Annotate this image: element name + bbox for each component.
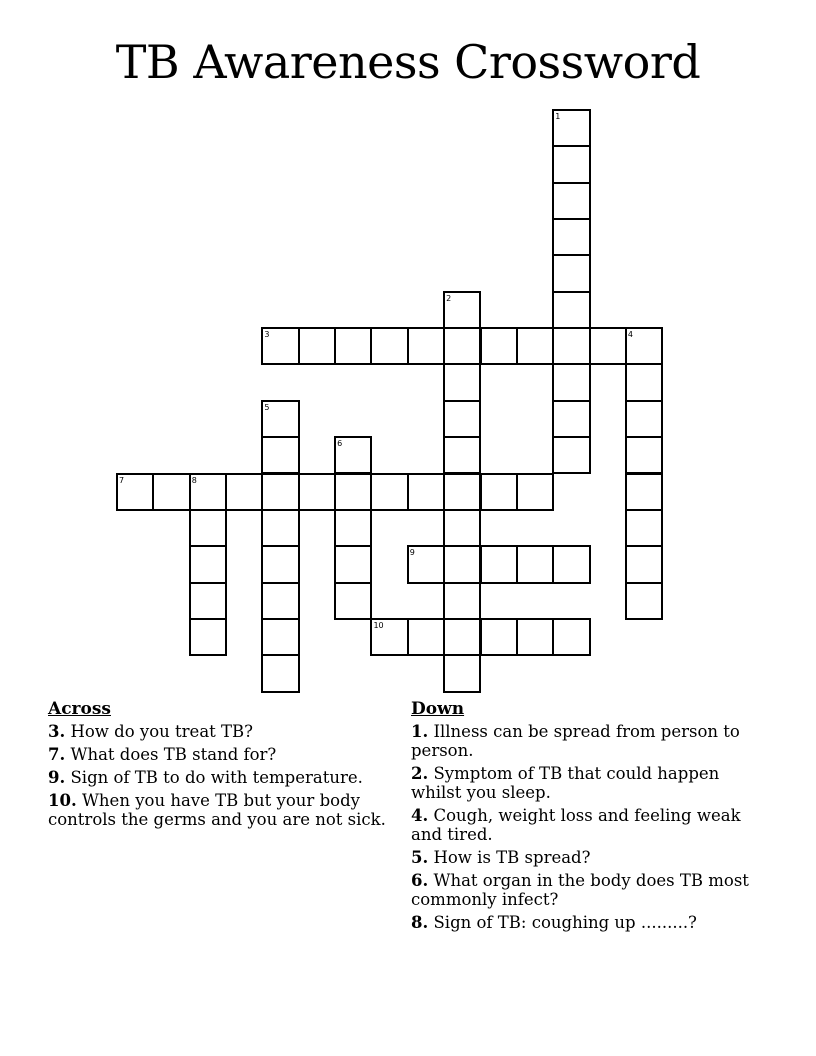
grid-cell[interactable] [261, 327, 299, 365]
grid-cell[interactable] [370, 618, 408, 656]
down-clues [411, 700, 761, 936]
grid-cell[interactable] [443, 618, 481, 656]
grid-cell[interactable] [552, 145, 590, 183]
grid-cell[interactable] [189, 509, 227, 547]
grid-cell[interactable] [189, 618, 227, 656]
cell-number: 1 [555, 112, 561, 121]
cell-number: 9 [409, 548, 415, 558]
grid-cell[interactable] [261, 618, 299, 656]
clue-item [48, 745, 408, 764]
grid-cell[interactable] [370, 327, 408, 365]
grid-cell[interactable] [407, 545, 445, 583]
clue-item [48, 791, 408, 829]
grid-cell[interactable] [552, 400, 590, 438]
grid-cell[interactable] [443, 400, 481, 438]
grid-cell[interactable] [516, 473, 554, 511]
clue-item [48, 722, 408, 741]
clue-text: What organ in the body does TB most commonly infect? [411, 871, 749, 909]
grid-cell[interactable] [443, 327, 481, 365]
cell-number: 7 [119, 475, 125, 485]
cell-number: 2 [446, 293, 452, 303]
cell-number: 8 [191, 475, 197, 485]
grid-cell[interactable] [552, 363, 590, 401]
clue-text: How is TB spread? [433, 848, 591, 867]
clue-item [411, 871, 761, 909]
page-title: TB Awareness Crossword [115, 35, 701, 89]
grid-cell[interactable] [261, 400, 299, 438]
across-clues [48, 700, 408, 833]
clue-number: 7. [48, 745, 66, 764]
clue-item [411, 848, 761, 867]
grid-cell[interactable] [225, 473, 263, 511]
grid-cell[interactable] [589, 327, 627, 365]
grid-cell[interactable] [443, 473, 481, 511]
grid-cell[interactable] [625, 436, 663, 474]
grid-cell[interactable] [552, 291, 590, 329]
grid-cell[interactable] [407, 473, 445, 511]
grid-cell[interactable] [443, 545, 481, 583]
clue-text: Sign of TB to do with temperature. [70, 768, 363, 787]
grid-cell[interactable] [552, 218, 590, 256]
clue-number: 6. [411, 871, 429, 890]
clue-number: 1. [411, 722, 429, 741]
grid-cell[interactable] [552, 545, 590, 583]
grid-cell[interactable] [480, 327, 518, 365]
grid-cell[interactable] [552, 182, 590, 220]
grid-cell[interactable] [625, 509, 663, 547]
clue-text: Cough, weight loss and feeling weak and tired. [411, 806, 741, 844]
grid-cell[interactable] [189, 545, 227, 583]
grid-cell[interactable] [443, 436, 481, 474]
clue-text: What does TB stand for? [70, 745, 277, 764]
clue-number: 2. [411, 764, 429, 783]
grid-cell[interactable] [625, 400, 663, 438]
clue-item [411, 722, 761, 760]
clue-item [48, 768, 408, 787]
grid-cell[interactable] [443, 363, 481, 401]
clue-item [411, 913, 761, 932]
cell-number: 4 [627, 330, 633, 340]
clue-text: Sign of TB: coughing up .........? [433, 913, 697, 932]
grid-cell[interactable] [480, 618, 518, 656]
grid-cell[interactable] [480, 545, 518, 583]
grid-cell[interactable] [516, 327, 554, 365]
grid-cell[interactable] [334, 473, 372, 511]
grid-cell[interactable] [443, 291, 481, 329]
clue-number: 9. [48, 768, 66, 787]
grid-cell[interactable] [443, 582, 481, 620]
cell-number: 5 [264, 402, 270, 412]
grid-cell[interactable] [625, 327, 663, 365]
cell-number: 3 [264, 330, 270, 340]
grid-cell[interactable] [516, 618, 554, 656]
grid-cell[interactable] [298, 473, 336, 511]
grid-cell[interactable] [334, 582, 372, 620]
grid-cell[interactable] [625, 473, 663, 511]
down-heading: Down [411, 699, 465, 719]
grid-cell[interactable] [116, 473, 154, 511]
grid-cell[interactable] [516, 545, 554, 583]
clue-text: Illness can be spread from person to person. [411, 722, 740, 760]
grid-cell[interactable] [189, 582, 227, 620]
grid-cell[interactable] [152, 473, 190, 511]
clue-text: When you have TB but your body controls the germs and you are not sick. [48, 791, 386, 829]
grid-cell[interactable] [261, 436, 299, 474]
clue-text: Symptom of TB that could happen whilst you sleep. [411, 764, 720, 802]
cell-number: 6 [337, 439, 343, 449]
grid-cell[interactable] [298, 327, 336, 365]
grid-cell[interactable] [334, 327, 372, 365]
grid-cell[interactable] [552, 618, 590, 656]
clue-number: 4. [411, 806, 429, 825]
grid-cell[interactable] [552, 254, 590, 292]
grid-cell[interactable] [334, 545, 372, 583]
grid-cell[interactable] [370, 473, 408, 511]
clue-number: 3. [48, 722, 66, 741]
grid-cell[interactable] [480, 473, 518, 511]
grid-cell[interactable] [407, 618, 445, 656]
cell-number: 10 [373, 620, 384, 630]
grid-cell[interactable] [443, 509, 481, 547]
clue-text: How do you treat TB? [70, 722, 254, 741]
grid-cell[interactable] [334, 509, 372, 547]
grid-cell[interactable] [189, 473, 227, 511]
grid-cell[interactable] [261, 545, 299, 583]
grid-cell[interactable] [407, 327, 445, 365]
clue-number: 10. [48, 791, 77, 810]
clue-item [411, 764, 761, 802]
grid-cell[interactable] [552, 109, 590, 147]
grid-cell[interactable] [261, 582, 299, 620]
grid-cell[interactable] [334, 436, 372, 474]
grid-cell[interactable] [261, 654, 299, 692]
grid-cell[interactable] [552, 436, 590, 474]
grid-cell[interactable] [625, 545, 663, 583]
grid-cell[interactable] [443, 654, 481, 692]
grid-cell[interactable] [261, 509, 299, 547]
clue-item [411, 806, 761, 844]
clue-number: 5. [411, 848, 429, 867]
grid-cell[interactable] [261, 473, 299, 511]
grid-cell[interactable] [625, 582, 663, 620]
grid-cell[interactable] [552, 327, 590, 365]
clue-number: 8. [411, 913, 429, 932]
grid-cell[interactable] [625, 363, 663, 401]
across-heading: Across [48, 699, 111, 719]
